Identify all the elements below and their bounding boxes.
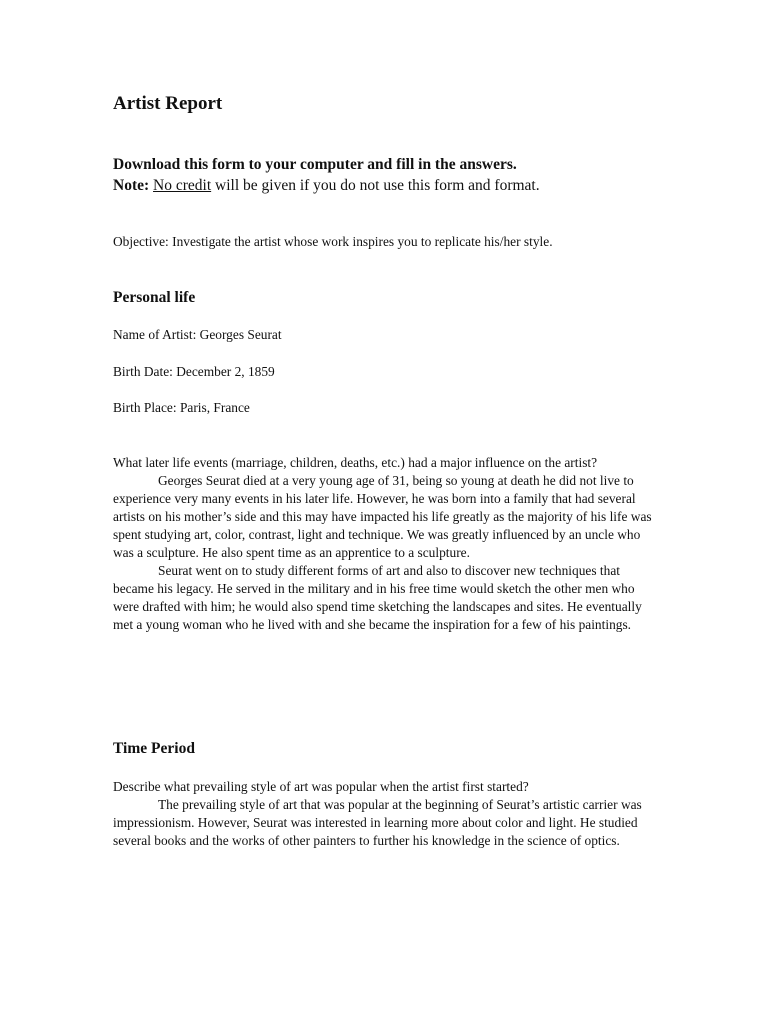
life-events-question: What later life events (marriage, children, deaths, etc.) had a major influence on the artist? xyxy=(113,455,598,470)
time-period-question: Describe what prevailing style of art was popular when the artist first started? xyxy=(113,779,529,794)
artist-name-field: Name of Artist: Georges Seurat xyxy=(113,327,282,342)
life-events-answer-1: Georges Seurat died at a very young age of 31, being so young at death he did not live to experience very many events in his later life. However, he was born into a family that had several artists on his mother’s side and this may have impacted his life greatly as the majority of his life was spent studying art, color, contrast, light and technique. We was greatly influenced by an uncle who was a sculpture. He also spent time as an apprentice to a sculpture. xyxy=(113,473,652,560)
time-period-section xyxy=(113,778,658,850)
instructions-block xyxy=(113,154,540,196)
time-period-heading: Time Period xyxy=(113,740,195,757)
life-events-section xyxy=(113,454,658,634)
birth-place-field: Birth Place: Paris, France xyxy=(113,400,250,415)
personal-life-heading: Personal life xyxy=(113,289,196,306)
download-instruction: Download this form to your computer and fill in the answers. xyxy=(113,156,517,173)
no-credit-text: No credit xyxy=(153,177,212,194)
objective-text: Objective: Investigate the artist whose work inspires you to replicate his/her style. xyxy=(113,234,553,249)
credit-note xyxy=(113,175,540,196)
note-rest-text: will be given if you do not use this form and format. xyxy=(211,177,540,194)
document-title: Artist Report xyxy=(113,93,223,114)
life-events-answer-2: Seurat went on to study different forms of art and also to discover new techniques that became his legacy. He served in the military and in his free time would sketch the other men who were drafted with him; he would also spend time sketching the landscapes and sites. He eventually met a young woman who he lived with and she became the inspiration for a few of his paintings. xyxy=(113,563,642,632)
time-period-answer: The prevailing style of art that was popular at the beginning of Seurat’s artistic carrier was impressionism. However, Seurat was interested in learning more about color and light. He studied several books and the works of other painters to further his knowledge in the science of optics. xyxy=(113,797,642,848)
birth-date-field: Birth Date: December 2, 1859 xyxy=(113,364,275,379)
note-label: Note: xyxy=(113,177,150,194)
